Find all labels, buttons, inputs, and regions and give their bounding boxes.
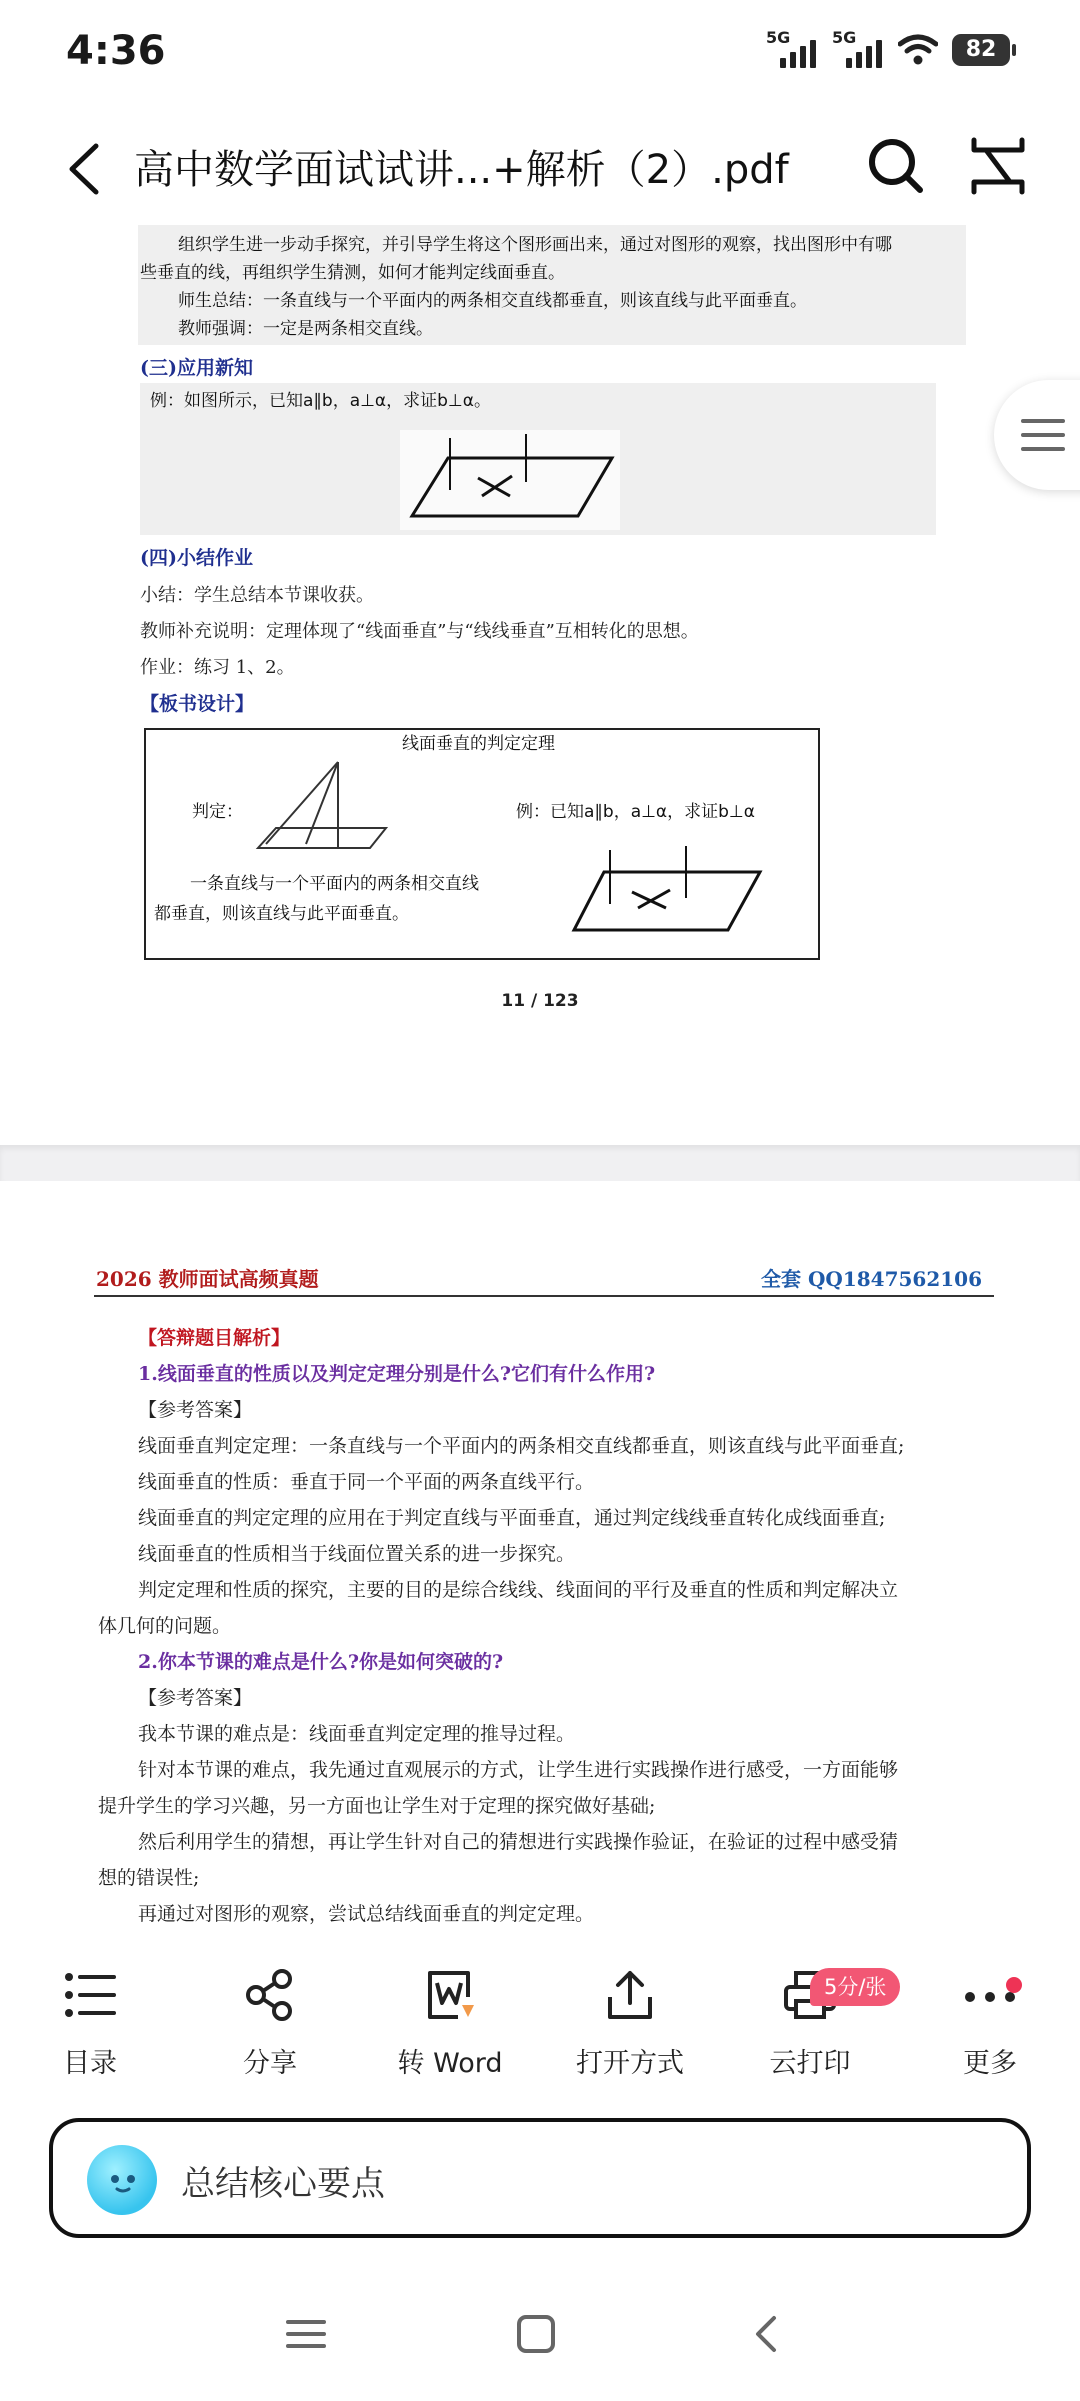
paragraph-line: 教师强调：一定是两条相交直线。	[178, 319, 433, 339]
answer-line: 体几何的问题。	[98, 1615, 232, 1637]
battery-indicator: 82	[952, 34, 1010, 66]
ai-prompt-text: 总结核心要点	[181, 2164, 385, 2204]
status-bar	[0, 0, 1080, 100]
summary-text: 小结：学生总结本节课收获。	[140, 585, 374, 606]
fullscreen-icon[interactable]	[970, 136, 1026, 196]
answer-line: 针对本节课的难点，我先通过直观展示的方式，让学生进行实践操作进行感受，一方面能够	[138, 1759, 899, 1781]
board-plane-diagram	[570, 840, 770, 940]
board-title: 线面垂直的判定定理	[402, 734, 555, 754]
back-arrow-icon[interactable]	[56, 134, 116, 204]
homework-text: 作业：练习 1、2。	[140, 657, 295, 678]
word-convert-icon	[422, 1967, 478, 2023]
more-dots-icon	[962, 1967, 1018, 2023]
answer-line: 提升学生的学习兴趣，另一方面也让学生对于定理的探究做好基础;	[98, 1795, 656, 1817]
header-rule	[94, 1295, 994, 1297]
upload-icon	[602, 1967, 658, 2023]
system-nav-bar	[0, 2290, 1080, 2390]
section-title: 【答辩题目解析】	[138, 1327, 291, 1349]
to-word-label: 转 Word	[397, 2048, 503, 2079]
board-judge-label: 判定：	[192, 802, 243, 822]
reference-label: 【参考答案】	[138, 1399, 253, 1421]
open-with-label: 打开方式	[576, 2048, 684, 2079]
more-label: 更多	[963, 2048, 1017, 2079]
cloud-print-label: 云打印	[769, 2048, 851, 2079]
section-heading: (四)小结作业	[140, 547, 253, 569]
page-header-left: 2026 教师面试高频真题	[96, 1267, 319, 1291]
paragraph-line: 师生总结：一条直线与一个平面内的两条相交直线都垂直，则该直线与此平面垂直。	[178, 291, 807, 311]
search-icon[interactable]	[864, 134, 928, 198]
answer-line: 线面垂直的判定定理的应用在于判定直线与平面垂直，通过判定线线垂直转化成线面垂直;	[138, 1507, 886, 1529]
list-icon	[62, 1967, 118, 2023]
example-text: 例：如图所示，已知a∥b，a⊥α，求证b⊥α。	[150, 391, 491, 411]
pdf-page-12	[0, 1181, 1080, 1941]
to-word-button[interactable]	[375, 1955, 525, 2095]
share-label: 分享	[243, 2048, 297, 2079]
answer-line: 然后利用学生的猜想，再让学生针对自己的猜想进行实践操作验证，在验证的过程中感受猜	[138, 1831, 899, 1853]
catalog-label: 目录	[63, 2048, 117, 2079]
pdf-page-11	[0, 225, 1080, 1155]
home-icon[interactable]	[516, 2314, 556, 2354]
ai-summary-bar[interactable]	[49, 2118, 1031, 2238]
triangle-plane-diagram	[246, 758, 396, 868]
bottom-toolbar	[0, 1955, 1080, 2095]
recent-apps-icon[interactable]	[286, 2314, 326, 2354]
board-example: 例：已知a∥b，a⊥α，求证b⊥α	[516, 802, 755, 822]
board-theorem-line: 一条直线与一个平面内的两条相交直线	[190, 874, 479, 894]
board-theorem-line: 都垂直，则该直线与此平面垂直。	[154, 904, 409, 924]
question-1: 1.线面垂直的性质以及判定定理分别是什么?它们有什么作用?	[138, 1363, 656, 1385]
page-separator	[0, 1145, 1080, 1181]
notification-dot	[1006, 1977, 1022, 1993]
open-with-button[interactable]	[555, 1955, 705, 2095]
catalog-button[interactable]	[15, 1955, 165, 2095]
reference-label: 【参考答案】	[138, 1687, 253, 1709]
paragraph-line: 组织学生进一步动手探究，并引导学生将这个图形画出来，通过对图形的观察，找出图形中有哪	[178, 235, 892, 255]
answer-line: 线面垂直的性质相当于线面位置关系的进一步探究。	[138, 1543, 576, 1565]
hamburger-icon	[1020, 416, 1066, 454]
print-price-badge: 5分/张	[810, 1968, 900, 2006]
answer-line: 我本节课的难点是：线面垂直判定定理的推导过程。	[138, 1723, 576, 1745]
document-title: 高中数学面试试讲...+解析（2）.pdf	[134, 147, 789, 193]
answer-line: 再通过对图形的观察，尝试总结线面垂直的判定定理。	[138, 1903, 595, 1925]
app-header	[0, 110, 1080, 230]
page-header-right: 全套 QQ1847562106	[761, 1267, 982, 1291]
answer-line: 线面垂直判定定理：一条直线与一个平面内的两条相交直线都垂直，则该直线与此平面垂直;	[138, 1435, 905, 1457]
back-nav-icon[interactable]	[750, 2314, 782, 2354]
status-time: 4:36	[66, 28, 166, 74]
board-heading: 【板书设计】	[140, 693, 255, 715]
wifi-icon	[898, 34, 938, 66]
answer-line: 线面垂直的性质：垂直于同一个平面的两条直线平行。	[138, 1471, 595, 1493]
more-button[interactable]	[915, 1955, 1065, 2095]
signal-icon-sim2: 5G	[832, 30, 884, 70]
supplement-text: 教师补充说明：定理体现了“线面垂直”与“线线垂直”互相转化的思想。	[140, 621, 699, 642]
plane-diagram	[400, 430, 620, 530]
page-number: 11 / 123	[501, 991, 579, 1011]
status-icons	[766, 30, 1010, 70]
question-2: 2.你本节课的难点是什么?你是如何突破的?	[138, 1651, 504, 1673]
answer-line: 判定定理和性质的探究，主要的目的是综合线线、线面间的平行及垂直的性质和判定解决立	[138, 1579, 899, 1601]
signal-icon-sim1: 5G	[766, 30, 818, 70]
paragraph-line: 些垂直的线，再组织学生猜测，如何才能判定线面垂直。	[140, 263, 565, 283]
ai-assistant-avatar-icon	[87, 2145, 157, 2215]
section-heading: (三)应用新知	[140, 357, 253, 379]
board-design-box	[144, 728, 820, 960]
answer-line: 想的错误性;	[98, 1867, 200, 1889]
share-icon	[242, 1967, 298, 2023]
share-button[interactable]	[195, 1955, 345, 2095]
